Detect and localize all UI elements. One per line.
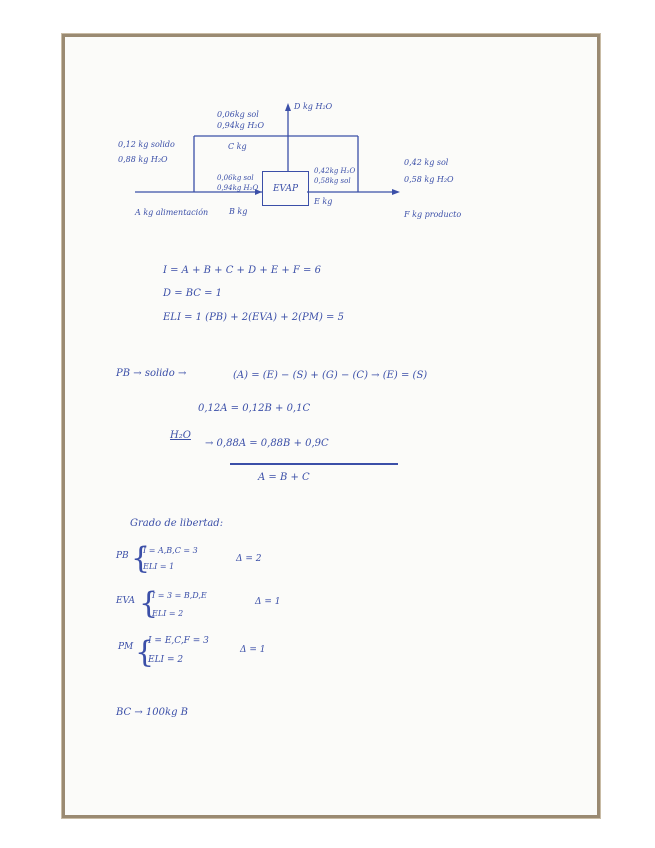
- top-input-solid: 0,06kg sol: [217, 110, 259, 119]
- eva-freedom-eli: ELI = 2: [152, 609, 184, 618]
- water-label: H₂O: [170, 430, 191, 441]
- product-arrow-icon: [392, 189, 400, 195]
- left-input-water: 0,88 kg H₂O: [118, 155, 168, 164]
- evaporator-box: [262, 171, 309, 206]
- pm-freedom-delta: Δ = 1: [240, 645, 266, 655]
- pb-freedom-eli: ELI = 1: [143, 562, 175, 571]
- mid-output-solid: 0,58kg sol: [314, 177, 351, 185]
- pm-freedom-i: I = E,C,F = 3: [148, 636, 209, 646]
- top-output-water: D kg H₂O: [294, 102, 333, 111]
- feed-label: A kg alimentación: [135, 208, 209, 217]
- eva-freedom-name: EVA: [116, 596, 135, 606]
- right-output-solid: 0,42 kg sol: [404, 158, 449, 167]
- mid-output-water: 0,42kg H₂O: [314, 167, 356, 175]
- evaporator-label: EVAP: [272, 183, 298, 194]
- mid-input-solid: 0,06kg sol: [217, 174, 254, 182]
- solid-balance-equation: 0,12A = 0,12B + 0,1C: [198, 403, 311, 414]
- pb-balance-equation: (A) = (E) − (S) + (G) − (C) → (E) = (S): [233, 370, 428, 381]
- sum-divider: [230, 463, 398, 465]
- eva-freedom-delta: Δ = 1: [255, 597, 281, 607]
- mid-input-water: 0,94kg H₂O: [217, 184, 259, 192]
- pm-freedom-name: PM: [118, 642, 134, 652]
- top-input-water: 0,94kg H₂O: [217, 121, 265, 130]
- product-label: F kg producto: [404, 210, 462, 219]
- right-output-water: 0,58 kg H₂O: [404, 175, 454, 184]
- pm-freedom-eli: ELI = 2: [148, 655, 184, 665]
- water-balance-equation: → 0,88A = 0,88B + 0,9C: [205, 438, 329, 449]
- stream-c-label: C kg: [228, 142, 247, 151]
- pb-freedom-delta: Δ = 2: [236, 554, 262, 564]
- pb-label: PB → solido →: [116, 368, 187, 379]
- stream-e-label: E kg: [314, 197, 333, 206]
- vapor-arrow-icon: [285, 103, 291, 111]
- left-input-solid: 0,12 kg solido: [118, 140, 175, 149]
- pm-brace-icon: {: [135, 635, 155, 670]
- pb-freedom-name: PB: [116, 551, 129, 561]
- stream-b-label: B kg: [229, 207, 248, 216]
- equation-streams: I = A + B + C + D + E + F = 6: [163, 265, 321, 276]
- pb-freedom-i: I = A,B,C = 3: [143, 546, 198, 555]
- eva-freedom-i: I = 3 = B,D,E: [152, 591, 207, 600]
- equation-independent: ELI = 1 (PB) + 2(EVA) + 2(PM) = 5: [163, 312, 344, 323]
- equation-basis: D = BC = 1: [163, 288, 223, 299]
- freedom-heading: Grado de libertad:: [130, 518, 224, 529]
- eva-brace-icon: {: [139, 586, 159, 621]
- calculation-basis: BC → 100kg B: [116, 707, 188, 718]
- pb-brace-icon: {: [131, 541, 151, 576]
- balance-result: A = B + C: [258, 472, 310, 483]
